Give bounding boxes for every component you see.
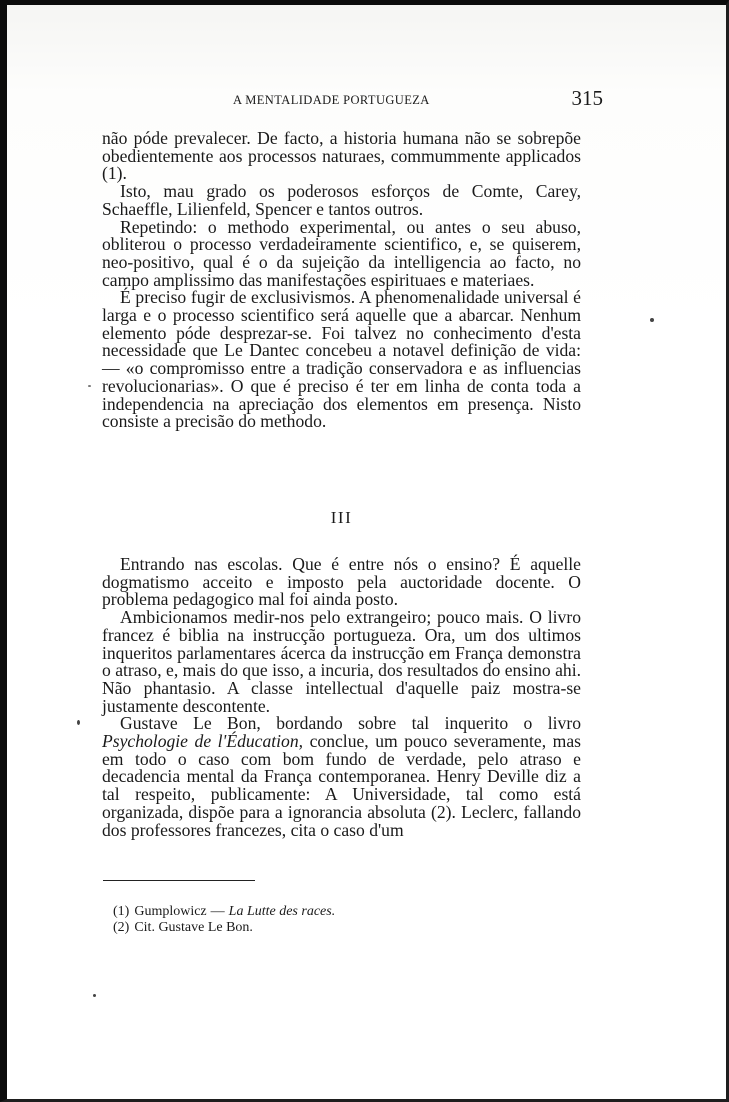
paragraph: Repetindo: o methodo experimental, ou antes o seu abuso, obliterou o processo verdadeiramente scientifico, e, se quiserem, neo-positivo, qual é o da sujeição da intelligencia ao facto, no campo amplissimo das manifestações espirituaes e materiaes. — [102, 216, 581, 290]
footnote-author: Gumplowicz — [134, 904, 207, 919]
footnote-1 — [113, 904, 583, 920]
section-heading: III — [330, 508, 353, 527]
scan-speck — [88, 385, 91, 387]
footnote-2 — [113, 920, 583, 936]
footnote-text: Cit. Gustave Le Bon. — [134, 919, 253, 935]
running-title: A MENTALIDADE PORTUGUEZA — [233, 93, 430, 107]
body-text-upper — [102, 130, 581, 431]
paragraph-text: Gustave Le Bon, bordando sobre tal inquerito o livro — [120, 713, 581, 734]
footnote-mark: (2) — [113, 919, 130, 935]
paragraph — [102, 715, 581, 839]
footnotes — [113, 904, 583, 935]
footnote-mark: (1) — [113, 904, 130, 919]
scan-speck — [650, 318, 654, 322]
paragraph: não póde prevalecer. De facto, a historia humana não se sobrepõe obedientemente aos processos naturaes, commummente applicados (1). — [102, 128, 581, 184]
footnote-work-title: La Lutte des races. — [228, 904, 336, 919]
paragraph-text: conclue, um pouco severamente, mas em todo o caso com bom fundo de verdade, pelo atraso e decadencia mental da França contemporanea. Henry Deville diz a tal respeito, publicamente: A Universidade, tal como está organizada, dispõe para a ignorancia absoluta (2). Leclerc, fallando dos professores francezes, cita o caso d'um — [102, 731, 581, 840]
paragraph: Ambicionamos medir-nos pelo extrangeiro; pouco mais. O livro francez é biblia na instrucção portugueza. Ora, um dos ultimos inqueritos parlamentares ácerca da instrucção em França demonstra o atraso, e, mais do que isso, a incuria, dos resultados do ensino ahi. Não phantasio. A classe intellectual d'aquelle paiz mostra-se justamente descontente. — [102, 607, 581, 716]
footnote-dash: — — [210, 904, 225, 919]
book-title: Psychologie de l'Éducation, — [102, 731, 304, 752]
paragraph: Isto, mau grado os poderosos esforços de Comte, Carey, Schaeffle, Lilienfeld, Spencer e tantos outros. — [102, 181, 581, 219]
paragraph: É preciso fugir de exclusivismos. A phenomenalidade universal é larga e o processo scientifico será aquelle que a abarcar. Nenhum elemento póde desprezar-se. Foi talvez no conhecimento d'esta necessidade que Le Dantec concebeu a notavel definição de vida: — «o compromisso entre a tradição conservadora e as influencias revolucionarias». O que é preciso é ter em linha de conta toda a independencia na apreciação dos elementos em presença. Nisto consiste a precisão do methodo. — [102, 287, 581, 432]
scan-speck — [93, 994, 96, 997]
footnote-divider — [103, 880, 255, 881]
page-header — [100, 86, 603, 112]
paragraph: Entrando nas escolas. Que é entre nós o ensino? É aquelle dogmatismo acceito e imposto pela auctoridade docente. O problema pedagogico mal foi ainda posto. — [102, 554, 581, 610]
page-number: 315 — [571, 86, 603, 110]
body-text-lower — [102, 556, 581, 839]
scan-speck — [77, 720, 80, 725]
